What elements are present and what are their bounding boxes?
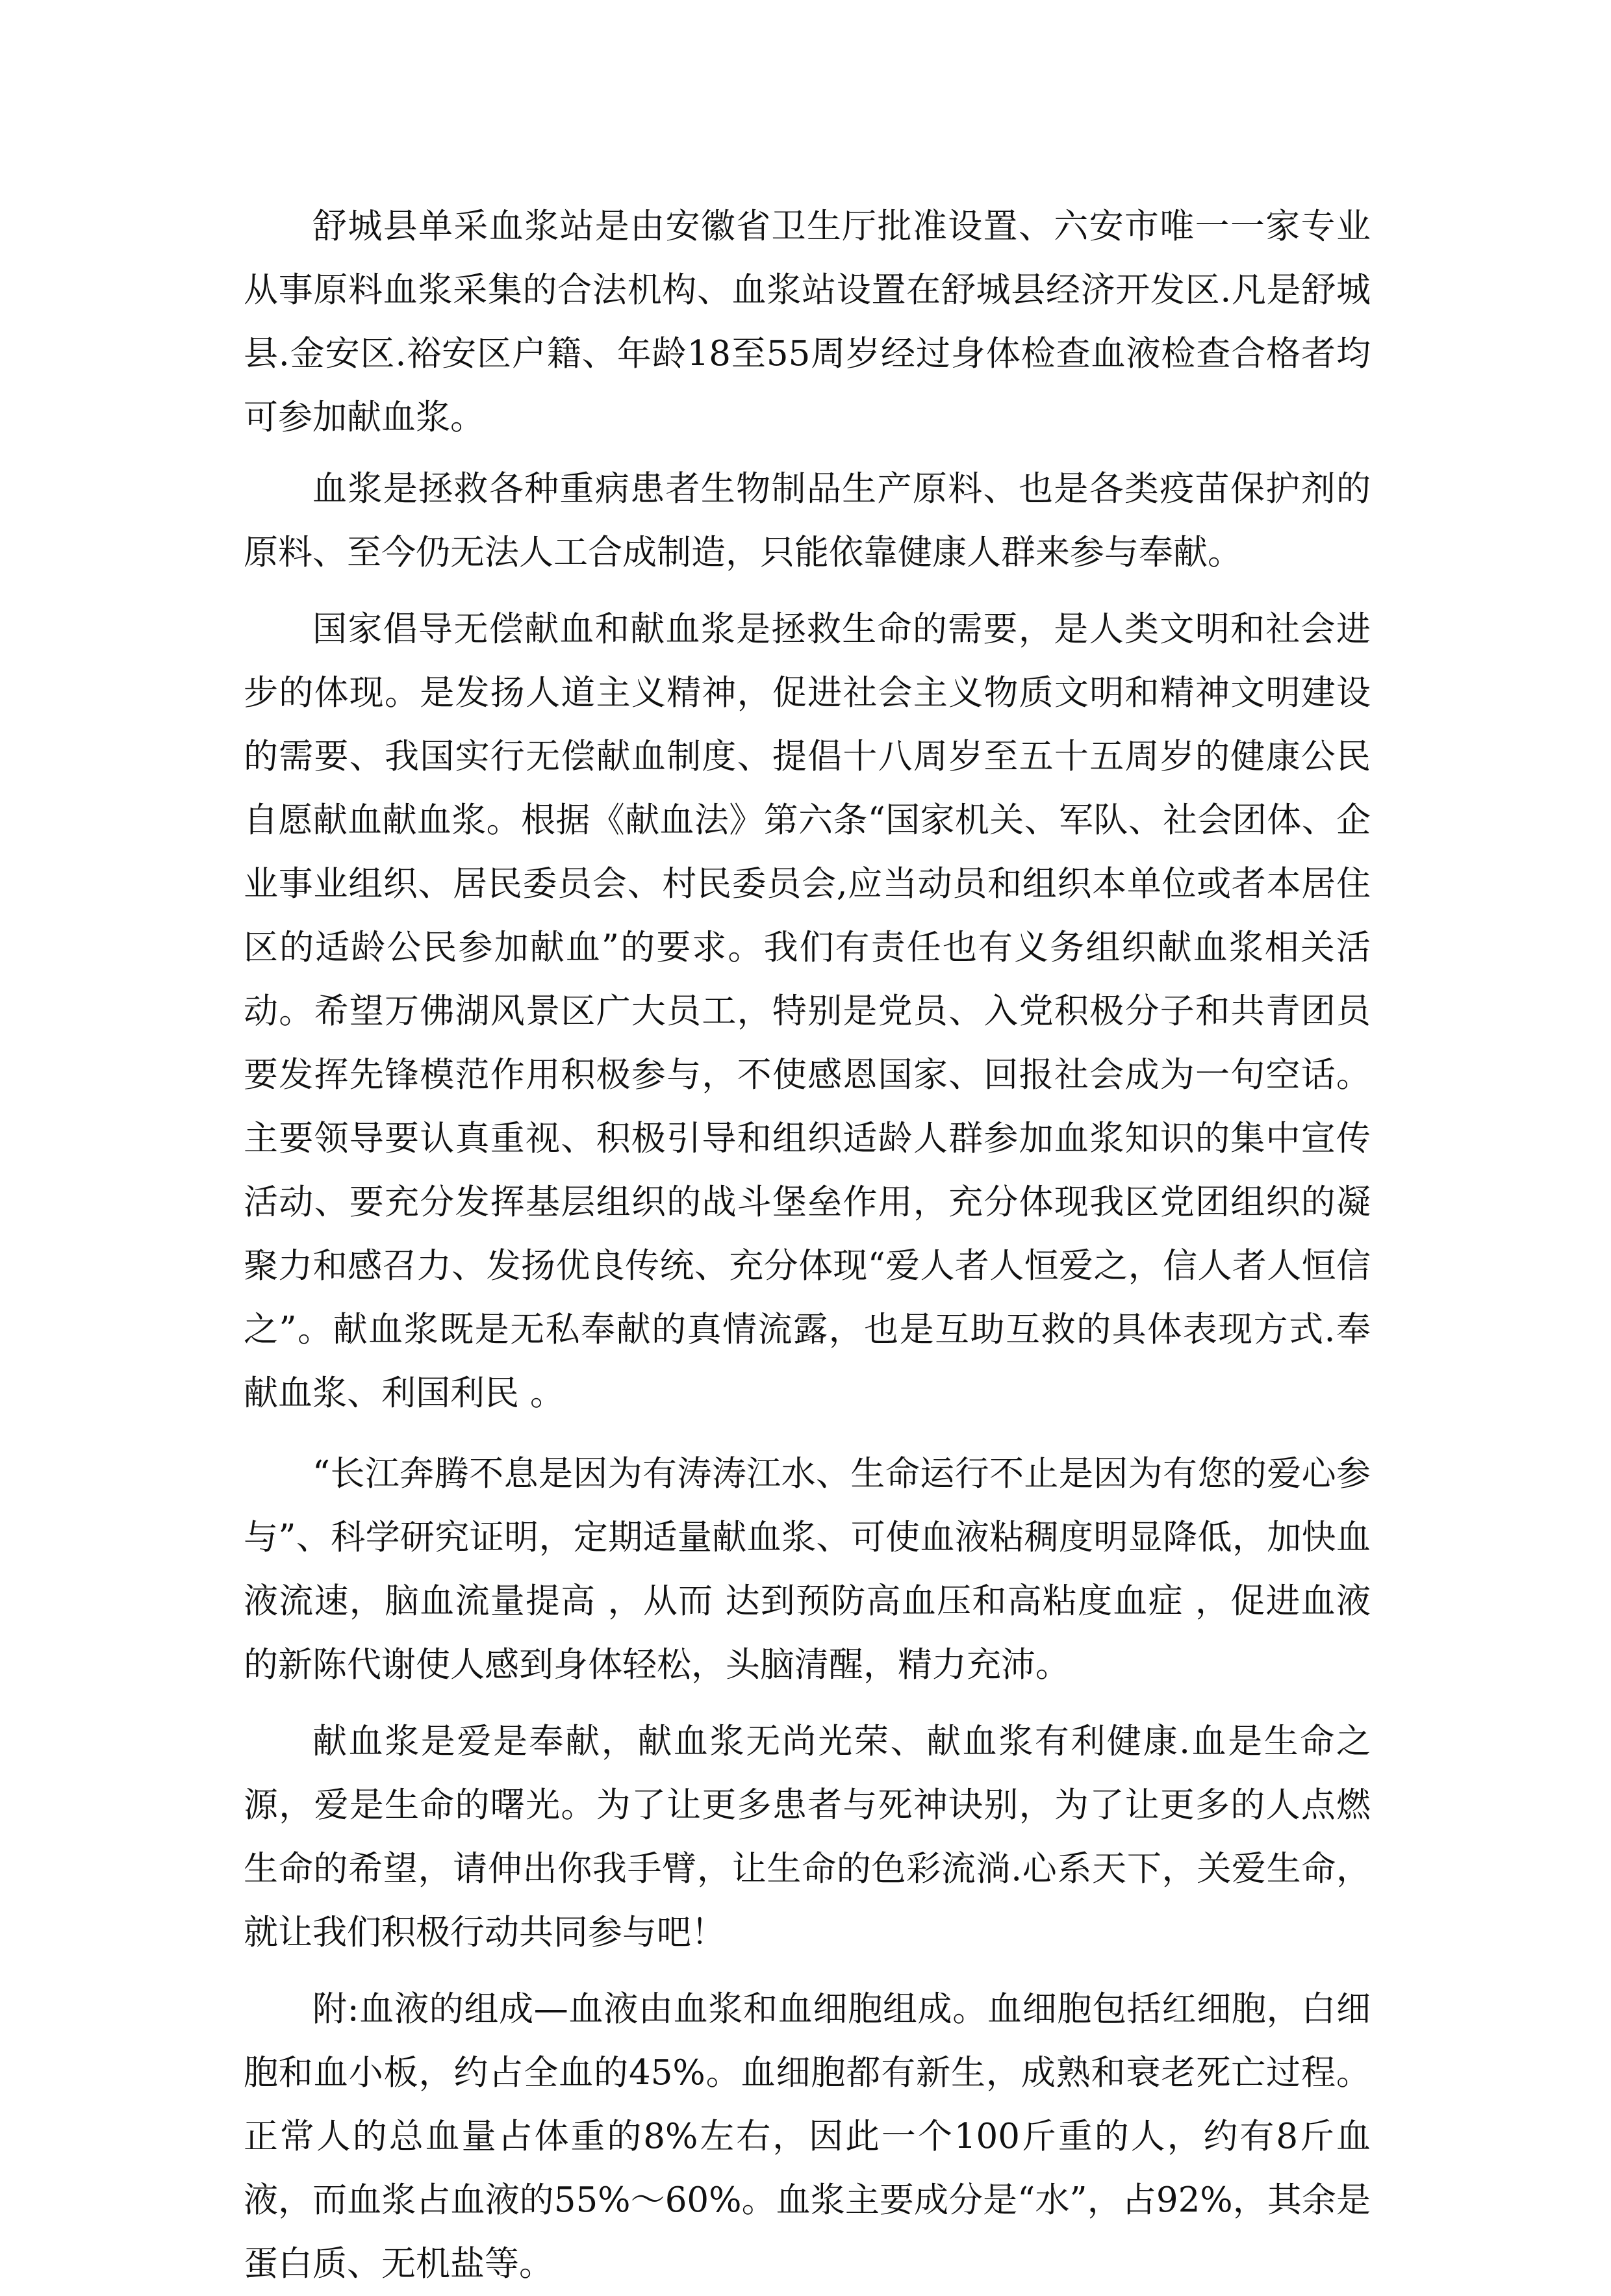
- paragraph-call-to-action: 献血浆是爱是奉献，献血浆无尚光荣、献血浆有利健康.血是生命之源，爱是生命的曙光。为了让更多患者与死神诀别，为了让更多的人点燃生命的希望，请伸出你我手臂，让生命的色彩流淌.心系天下，关爱生命，就让我们积极行动共同参与吧！: [244, 1722, 1371, 1952]
- paragraph-health-benefits: “长江奔腾不息是因为有涛涛江水、生命运行不止是因为有您的爱心参与”、科学研究证明，定期适量献血浆、可使血液粘稠度明显降低，加快血液流速，脑血流量提高 ，从而 达到预防高血压和高粘度血症 ，促进血液的新陈代谢使人感到身体轻松，头脑清醒，精力充沛。: [244, 1454, 1371, 1685]
- paragraph-blood-composition-appendix: 附:血液的组成—血液由血浆和血细胞组成。血细胞包括红细胞，白细胞和血小板，约占全血的45%。血细胞都有新生，成熟和衰老死亡过程。正常人的总血量占体重的8%左右，因此一个100斤重的人，约有8斤血液，而血浆占血液的55%～60%。血浆主要成分是“水”，占92%，其余是蛋白质、无机盐等。: [244, 1989, 1371, 2284]
- paragraph-plasma-station-intro: 舒城县单采血浆站是由安徽省卫生厅批准设置、六安市唯一一家专业从事原料血浆采集的合法机构、血浆站设置在舒城县经济开发区.凡是舒城县.金安区.裕安区户籍、年龄18至55周岁经过身体检查血液检查合格者均可参加献血浆。: [244, 207, 1371, 437]
- document-body: [244, 195, 1371, 2296]
- paragraph-plasma-importance: 血浆是拯救各种重病患者生物制品生产原料、也是各类疫苗保护剂的原料、至今仍无法人工合成制造，只能依靠健康人群来参与奉献。: [244, 469, 1371, 572]
- paragraph-national-policy: 国家倡导无偿献血和献血浆是拯救生命的需要，是人类文明和社会进步的体现。是发扬人道主义精神，促进社会主义物质文明和精神文明建设的需要、我国实行无偿献血制度、提倡十八周岁至五十五周岁的健康公民自愿献血献血浆。根据《献血法》第六条“国家机关、军队、社会团体、企业事业组织、居民委员会、村民委员会,应当动员和组织本单位或者本居住区的适龄公民参加献血”的要求。我们有责任也有义务组织献血浆相关活动。希望万佛湖风景区广大员工，特别是党员、入党积极分子和共青团员要发挥先锋模范作用积极参与，不使感恩国家、回报社会成为一句空话。主要领导要认真重视、积极引导和组织适龄人群参加血浆知识的集中宣传活动、要充分发挥基层组织的战斗堡垒作用，充分体现我区党团组织的凝聚力和感召力、发扬优良传统、充分体现“爱人者人恒爱之，信人者人恒信之”。献血浆既是无私奉献的真情流露，也是互助互救的具体表现方式.奉献血浆、利国利民 。: [244, 609, 1371, 1413]
